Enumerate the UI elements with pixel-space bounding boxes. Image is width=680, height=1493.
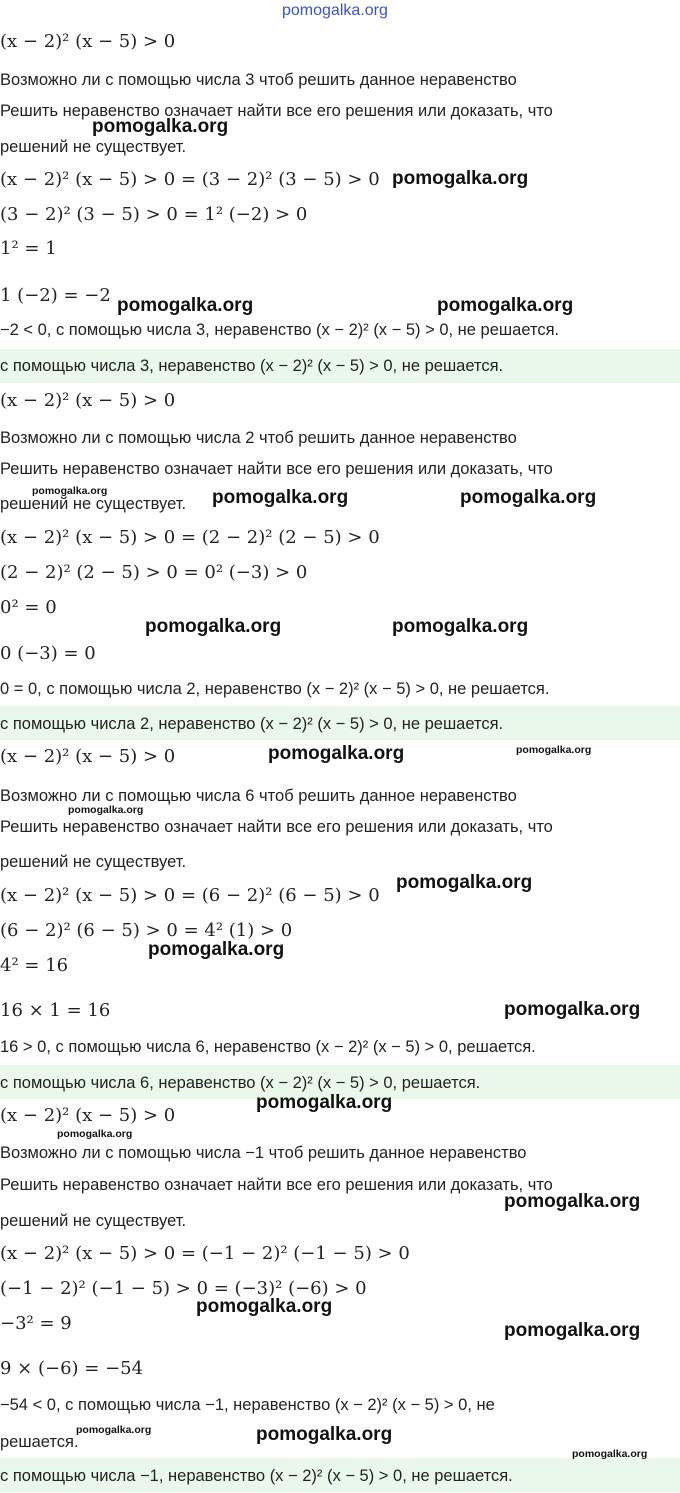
conclusion-line: с помощью числа 6, неравенство (x − 2)² (x − 5) > 0, решается. [0,1074,481,1092]
question-line: Возможно ли с помощью числа −1 чтоб решить данное неравенство [0,1144,527,1162]
conclusion-line: с помощью числа −1, неравенство (x − 2)² (x − 5) > 0, не решается. [0,1467,513,1485]
watermark: pomogalka.org [92,116,229,137]
math-line: 0 (−3) = 0 [0,643,96,664]
math-line: (6 − 2)² (6 − 5) > 0 = 4² (1) > 0 [0,920,293,941]
definition-line: решений не существует. [0,495,187,513]
watermark: pomogalka.org [117,295,254,316]
watermark: pomogalka.org [392,616,529,637]
definition-line: решений не существует. [0,138,187,156]
watermark: pomogalka.org [504,999,641,1020]
math-line: (x − 2)² (x − 5) > 0 = (−1 − 2)² (−1 − 5) > 0 [0,1243,410,1264]
watermark: pomogalka.org [256,1424,393,1445]
math-line: (x − 2)² (x − 5) > 0 = (3 − 2)² (3 − 5) > 0 [0,169,380,190]
math-line: −3² = 9 [0,1313,72,1334]
conclusion-line: с помощью числа 3, неравенство (x − 2)² (x − 5) > 0, не решается. [0,357,504,375]
conclusion-line: с помощью числа 2, неравенство (x − 2)² (x − 5) > 0, не решается. [0,715,504,733]
watermark: pomogalka.org [460,487,597,508]
watermark: pomogalka.org [196,1296,333,1317]
result-line: −54 < 0, с помощью числа −1, неравенство (x − 2)² (x − 5) > 0, не [0,1396,495,1414]
math-line: 0² = 0 [0,597,57,618]
inequality-line: (x − 2)² (x − 5) > 0 [0,746,176,767]
watermark: pomogalka.org [392,168,529,189]
watermark: pomogalka.org [516,744,592,756]
math-line: (x − 2)² (x − 5) > 0 = (2 − 2)² (2 − 5) > 0 [0,527,380,548]
inequality-line: (x − 2)² (x − 5) > 0 [0,390,176,411]
result-line: 0 = 0, с помощью числа 2, неравенство (x − 2)² (x − 5) > 0, не решается. [0,680,550,698]
definition-line: решений не существует. [0,853,187,871]
math-line: (3 − 2)² (3 − 5) > 0 = 1² (−2) > 0 [0,204,308,225]
question-line: Возможно ли с помощью числа 2 чтоб решить данное неравенство [0,429,517,447]
result-line: решается. [0,1433,79,1451]
site-header-watermark: pomogalka.org [282,2,388,19]
question-line: Возможно ли с помощью числа 3 чтоб решить данное неравенство [0,71,517,89]
math-line: 4² = 16 [0,955,69,976]
result-line: 16 > 0, с помощью числа 6, неравенство (x − 2)² (x − 5) > 0, решается. [0,1038,536,1056]
math-line: (−1 − 2)² (−1 − 5) > 0 = (−3)² (−6) > 0 [0,1278,367,1299]
math-line: 16 × 1 = 16 [0,1000,111,1021]
watermark: pomogalka.org [212,487,349,508]
definition-line: Решить неравенство означает найти все его решения или доказать, что [0,818,553,836]
result-line: −2 < 0, с помощью числа 3, неравенство (x − 2)² (x − 5) > 0, не решается. [0,321,560,339]
watermark: pomogalka.org [68,804,144,816]
watermark: pomogalka.org [57,1128,133,1140]
definition-line: Решить неравенство означает найти все его решения или доказать, что [0,460,553,478]
math-line: 1² = 1 [0,238,57,259]
math-line: (x − 2)² (x − 5) > 0 = (6 − 2)² (6 − 5) > 0 [0,885,380,906]
math-line: (2 − 2)² (2 − 5) > 0 = 0² (−3) > 0 [0,562,308,583]
watermark: pomogalka.org [148,939,285,960]
watermark: pomogalka.org [504,1320,641,1341]
inequality-line: (x − 2)² (x − 5) > 0 [0,31,176,52]
watermark: pomogalka.org [572,1448,648,1460]
watermark: pomogalka.org [504,1191,641,1212]
definition-line: Решить неравенство означает найти все его решения или доказать, что [0,1176,553,1194]
watermark: pomogalka.org [437,295,574,316]
watermark: pomogalka.org [76,1424,152,1436]
watermark: pomogalka.org [396,872,533,893]
watermark: pomogalka.org [145,616,282,637]
question-line: Возможно ли с помощью числа 6 чтоб решить данное неравенство [0,787,517,805]
definition-line: решений не существует. [0,1212,187,1230]
inequality-line: (x − 2)² (x − 5) > 0 [0,1105,176,1126]
watermark: pomogalka.org [256,1092,393,1113]
math-line: 1 (−2) = −2 [0,285,111,306]
definition-line: Решить неравенство означает найти все его решения или доказать, что [0,102,553,120]
watermark: pomogalka.org [32,485,108,497]
math-line: 9 × (−6) = −54 [0,1358,144,1379]
watermark: pomogalka.org [268,743,405,764]
